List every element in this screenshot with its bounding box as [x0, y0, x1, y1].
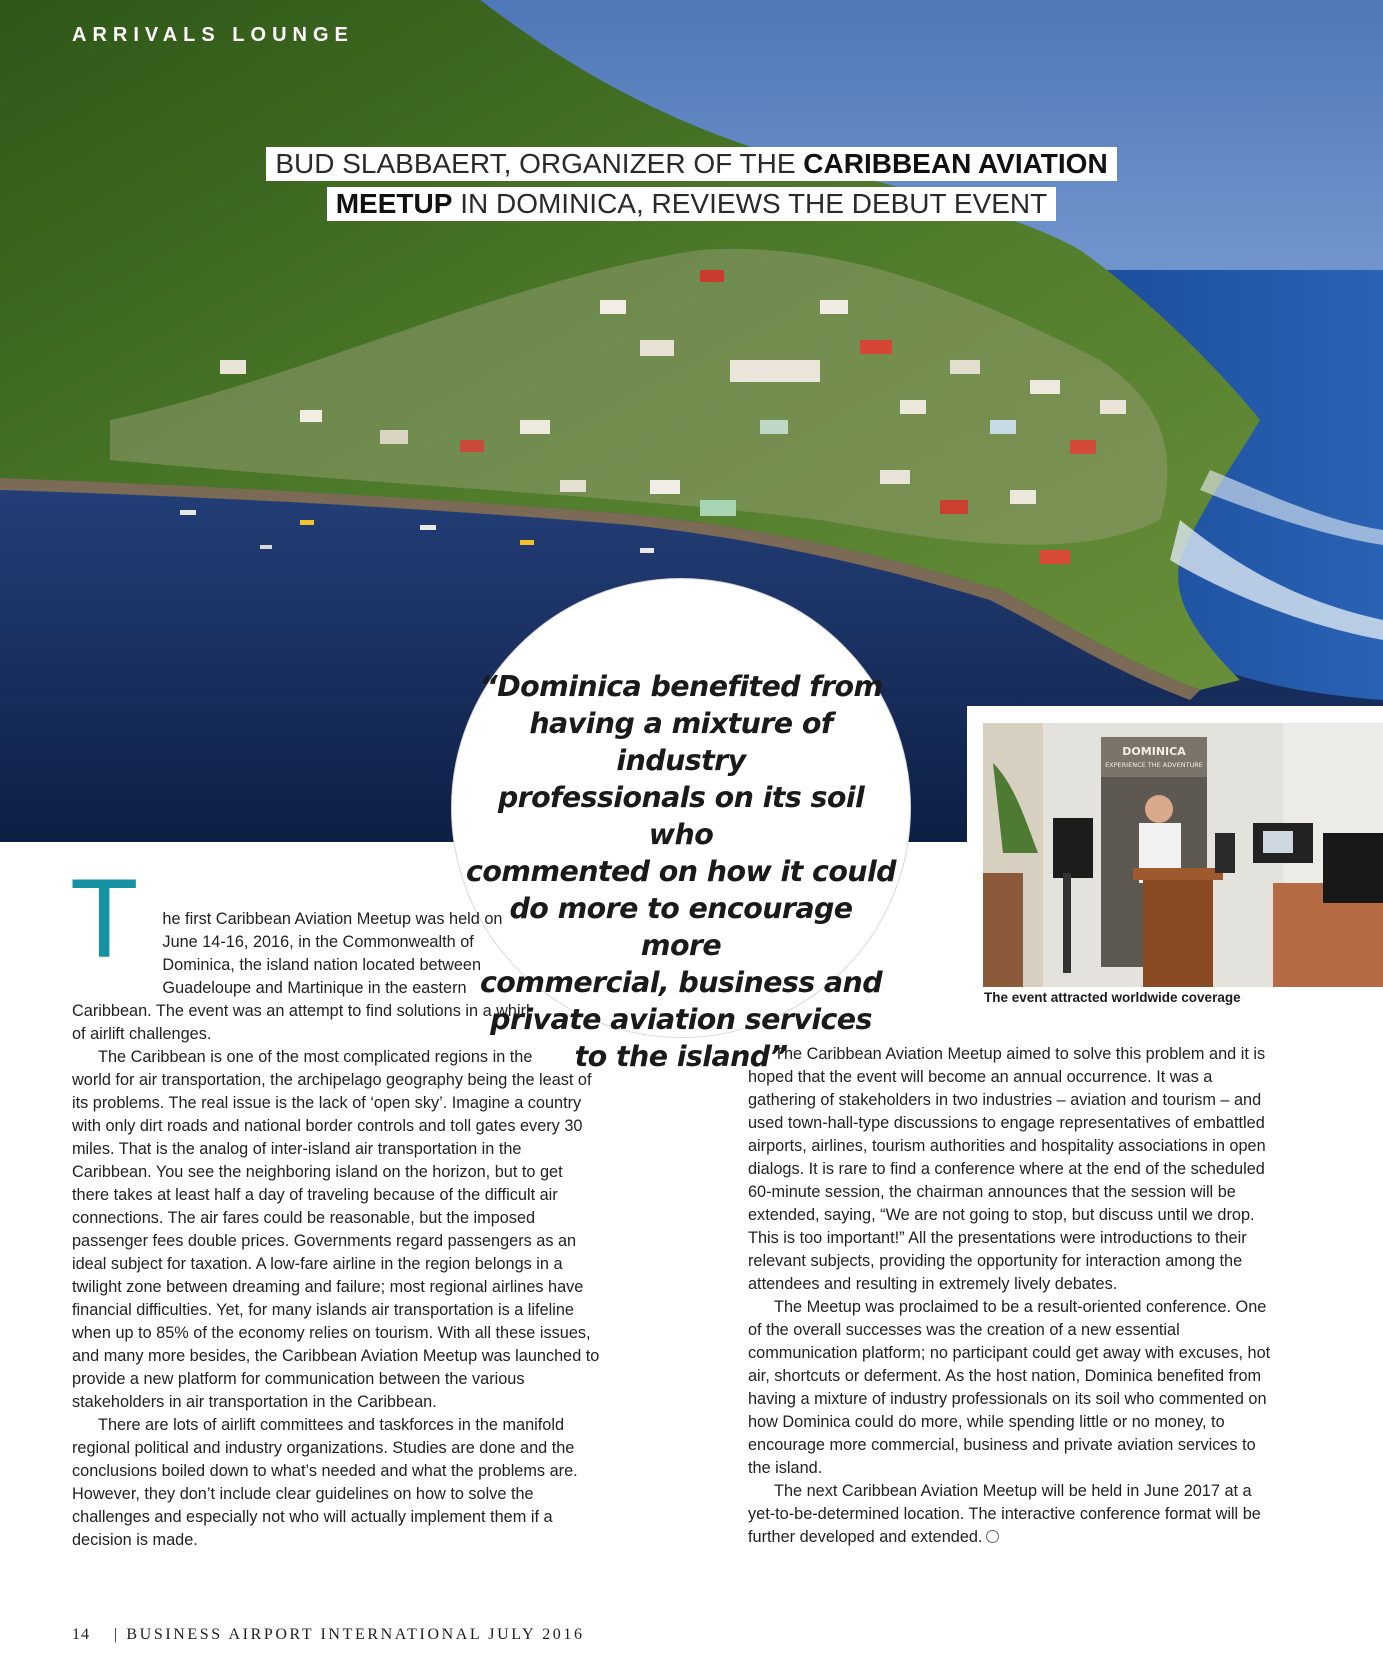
- paragraph-text: The next Caribbean Aviation Meetup will be held in June 2017 at a yet-to-be-determined location. The interactive conference format will be further developed and extended.: [748, 1482, 1261, 1546]
- paragraph-text: he first Caribbean Aviation Meetup was held on June 14-16, 2016, in the Commonwealth of Dominica, the island nation located between Guadeloupe and Martinique in the eastern Caribbean. The event was an attempt to find solutions in a whirl of airlift challenges.: [72, 910, 530, 1043]
- headline-bold-2: MEETUP: [335, 188, 453, 219]
- pull-quote-line: commented on how it could: [466, 855, 896, 888]
- headline-normal-1: BUD SLABBAERT, ORGANIZER OF THE: [275, 148, 804, 179]
- headline-line-1: [0, 147, 1383, 181]
- paragraph: The Caribbean Aviation Meetup aimed to solve this problem and it is hoped that the event will become an annual occurrence. It was a gathering of stakeholders in two industries – aviation and tourism – and used town-hall-type discussions to engage representatives of embattled airports, airlines, tourism authorities and hospitality associations in open dialogs. It is rare to find a conference where at the end of the scheduled 60-minute session, the chairman announces that the session will be extended, saying, “We are not going to stop, but discuss until we drop. This is too important!” All the presentations were introductions to their relevant subjects, providing the opportunity for interaction among the attendees and resulting in extremely lively debates.: [748, 1045, 1266, 1293]
- article-right-column: [748, 1043, 1280, 1549]
- page-footer: [72, 1626, 585, 1644]
- pull-quote-line: having a mixture of industry: [529, 707, 833, 777]
- photo-caption: The event attracted worldwide coverage: [984, 990, 1241, 1005]
- section-label: ARRIVALS LOUNGE: [72, 24, 354, 46]
- banner-text-1: DOMINICA: [1122, 745, 1186, 758]
- pull-quote-line: do more to encourage more: [509, 892, 853, 962]
- paragraph: The Meetup was proclaimed to be a result-oriented conference. One of the overall successes was the creation of a new essential communication platform; no participant could get away with excuses, hot air, shortcuts or deferment. As the host nation, Dominica benefited from having a mixture of industry professionals on its soil who commented on how Dominica could do more, while spending little or no money, to encourage more commercial, business and private aviation services to the island.: [748, 1298, 1271, 1477]
- publication-name: | BUSINESS AIRPORT INTERNATIONAL JULY 2016: [114, 1626, 585, 1643]
- drop-cap: T: [70, 856, 139, 981]
- headline-normal-2: IN DOMINICA, REVIEWS THE DEBUT EVENT: [452, 188, 1048, 219]
- end-mark-icon: [986, 1530, 999, 1543]
- banner-text-2: EXPERIENCE THE ADVENTURE: [1105, 761, 1203, 769]
- paragraph: The Caribbean is one of the most complicated regions in the world for air transportation, the archipelago geography being the least of its problems. The real issue is the lack of ‘open sky’. Imagine a country with only dirt roads and national border controls and toll gates every 30 miles. That is the analog of inter-island air transportation in the Caribbean. You see the neighboring island on the horizon, but to get there takes at least half a day of traveling because of the difficult air connections. The air fares could be reasonable, but the imposed passenger fees double prices. Governments regard passengers as an ideal subject for taxation. A low-fare airline in the region belongs in a twilight zone between dreaming and failure; most regional airlines have financial difficulties. Yet, for many islands air transportation is a lifeline when up to 85% of the economy relies on tourism. With all these issues, and many more besides, the Caribbean Aviation Meetup was launched to provide a new platform for communication between the various stakeholders in air transportation in the Caribbean.: [72, 1048, 600, 1411]
- paragraph: [748, 1480, 1280, 1549]
- pull-quote-line: to the island”: [574, 1040, 788, 1073]
- pull-quote-line: professionals on its soil who: [497, 781, 865, 851]
- press-conference-illustration: [983, 723, 1383, 987]
- paragraph: [70, 856, 604, 1046]
- headline-bold-1: CARIBBEAN AVIATION: [803, 148, 1108, 179]
- page-number: 14: [72, 1626, 90, 1643]
- pull-quote-line: “Dominica benefited from: [479, 670, 883, 703]
- pull-quote-line: private aviation services: [490, 1003, 872, 1036]
- paragraph: There are lots of airlift committees and taskforces in the manifold regional political and industry organizations. Studies are done and the conclusions boiled down to what’s needed and what the problems are. However, they don’t include clear guidelines on how to solve the challenges and especially not who will actually implement them if a decision is made.: [72, 1416, 578, 1549]
- headline-line-2: [0, 187, 1383, 221]
- press-conference-photo: [983, 723, 1383, 987]
- pull-quote-line: commercial, business and: [479, 966, 883, 999]
- article-left-column: [70, 856, 604, 1552]
